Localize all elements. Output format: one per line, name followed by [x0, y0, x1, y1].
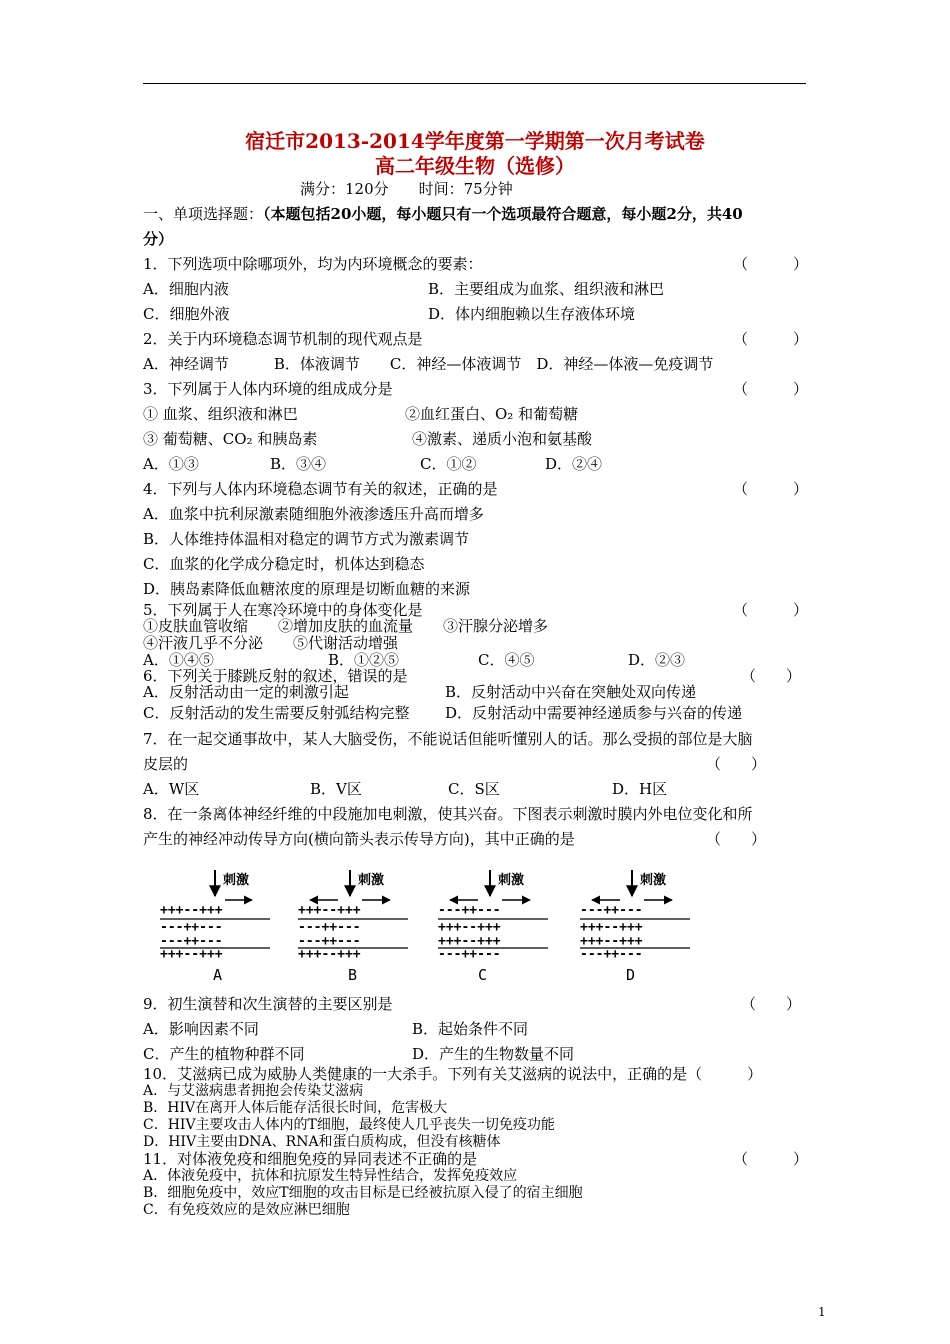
q11-option-b: B．细胞免疫中，效应T细胞的攻击目标是已经被抗原入侵了的宿主细胞	[143, 1185, 583, 1201]
q3-item-4: ④激素、递质小泡和氨基酸	[412, 430, 593, 448]
q1-option-d: D．体内细胞赖以生存液体环境	[428, 305, 636, 323]
panel-c-bottom-inner: +++--+++	[438, 934, 501, 949]
panel-d-bottom-outer: ---++---	[580, 947, 643, 962]
q6-option-b: B．反射活动中兴奋在突触处双向传递	[445, 683, 697, 701]
exam-subtitle: 高二年级生物（选修）	[375, 154, 575, 178]
q3-answer-paren: （ ）	[733, 380, 809, 398]
q7-option-c: C．S区	[448, 780, 500, 798]
q10-option-c: C．HIV主要攻击人体内的T细胞，最终使人几乎丧失一切免疫功能	[143, 1117, 555, 1133]
panel-a-stimulus-label: 刺激	[223, 873, 250, 888]
panel-a-bottom-outer: +++--+++	[160, 947, 223, 962]
q8-stem-line-1: 8．在一条离体神经纤维的中段施加电刺激，使其兴奋。下图表示刺激时膜内外电位变化和所	[143, 805, 753, 823]
q6-option-c: C．反射活动的发生需要反射弧结构完整	[143, 704, 410, 722]
q10-option-d: D．HIV主要由DNA、RNA和蛋白质构成，但没有核糖体	[143, 1134, 501, 1150]
q4-option-d: D．胰岛素降低血糖浓度的原理是切断血糖的来源	[143, 580, 471, 598]
panel-d-bottom-inner: +++--+++	[580, 934, 643, 949]
score-time: 满分：120分 时间：75分钟	[300, 180, 513, 198]
q7-stem-line-2: 皮层的	[143, 755, 189, 773]
panel-c-top-outer: ---++---	[438, 903, 501, 918]
panel-c	[438, 870, 548, 984]
q7-answer-paren: （ ）	[706, 755, 767, 773]
q3-option-b: B．③④	[270, 455, 327, 473]
panel-b-bottom-inner: ---++---	[298, 934, 361, 949]
panel-d-top-inner: +++--+++	[580, 920, 643, 935]
panel-b-top-outer: +++--+++	[298, 903, 361, 918]
q7-option-b: B．V区	[310, 780, 362, 798]
q9-option-a: A．影响因素不同	[143, 1020, 259, 1038]
q4-option-c: C．血浆的化学成分稳定时，机体达到稳态	[143, 555, 425, 573]
q3-item-2: ②血红蛋白、O₂ 和葡萄糖	[405, 405, 579, 423]
q11-answer-paren: （ ）	[733, 1150, 809, 1168]
panel-d-label: D	[626, 966, 636, 984]
q4-option-a: A．血浆中抗利尿激素随细胞外液渗透压升高而增多	[143, 505, 484, 523]
q11-option-c: C．有免疫效应的是效应淋巴细胞	[143, 1202, 350, 1218]
panel-a	[160, 870, 270, 984]
q7-option-a: A．W区	[143, 780, 200, 798]
panel-d-top-outer: ---++---	[580, 903, 643, 918]
panel-d-stimulus-label: 刺激	[640, 873, 667, 888]
q5-answer-paren: （ ）	[733, 601, 809, 619]
q9-option-b: B．起始条件不同	[412, 1020, 529, 1038]
q3-stem: 3．下列属于人体内环境的组成成分是	[143, 380, 393, 398]
q10-option-b: B．HIV在离开人体后能存活很长时间，危害极大	[143, 1100, 448, 1116]
q2-answer-paren: （ ）	[733, 330, 809, 348]
q6-option-a: A．反射活动由一定的刺激引起	[143, 683, 349, 701]
q9-option-d: D．产生的生物数量不同	[412, 1045, 575, 1063]
q5-stem: 5．下列属于人在寒冷环境中的身体变化是	[143, 601, 423, 619]
q8-nerve-diagram	[150, 862, 710, 987]
panel-a-top-inner: ---++---	[160, 920, 223, 935]
q1-option-c: C．细胞外液	[143, 305, 230, 323]
q4-answer-paren: （ ）	[733, 480, 809, 498]
q7-stem-line-1: 7．在一起交通事故中，某人大脑受伤，不能说话但能听懂别人的话。那么受损的部位是大脑	[143, 730, 753, 748]
panel-a-top-outer: +++--+++	[160, 903, 223, 918]
q8-stem-line-2: 产生的神经冲动传导方向(横向箭头表示传导方向)，其中正确的是	[143, 830, 575, 848]
panel-b-top-inner: ---++---	[298, 920, 361, 935]
q11-option-a: A．体液免疫中，抗体和抗原发生特异性结合，发挥免疫效应	[143, 1168, 518, 1184]
panel-b-stimulus-label: 刺激	[358, 873, 385, 888]
section-heading-rule: （本题包括20小题，每小题只有一个选项最符合题意，每小题2分，共40	[263, 205, 743, 223]
q5-option-d: D．②③	[628, 651, 686, 669]
q6-answer-paren: （ ）	[741, 667, 802, 685]
section-heading-prefix: 一、单项选择题：	[143, 205, 264, 223]
panel-a-bottom-inner: ---++---	[160, 934, 223, 949]
q1-stem: 1．下列选项中除哪项外，均为内环境概念的要素：	[143, 255, 483, 273]
q5-option-b: B．①②⑤	[328, 651, 400, 669]
exam-title: 宿迁市2013-2014学年度第一学期第一次月考试卷	[245, 129, 705, 153]
panel-b-label: B	[348, 966, 358, 984]
q11-stem: 11．对体液免疫和细胞免疫的异同表述不正确的是	[143, 1150, 478, 1168]
panel-b-bottom-outer: +++--+++	[298, 947, 361, 962]
q4-stem: 4．下列与人体内环境稳态调节有关的叙述，正确的是	[143, 480, 498, 498]
q4-option-b: B．人体维持体温相对稳定的调节方式为激素调节	[143, 530, 470, 548]
q3-option-a: A．①③	[143, 455, 199, 473]
panel-c-bottom-outer: ---++---	[438, 947, 501, 962]
panel-c-top-inner: +++--+++	[438, 920, 501, 935]
q5-option-c: C．④⑤	[478, 651, 535, 669]
q7-option-d: D．H区	[612, 780, 668, 798]
panel-b	[298, 870, 408, 984]
q5-items-line-2: ④汗液几乎不分泌 ⑤代谢活动增强	[143, 634, 399, 652]
q9-option-c: C．产生的植物种群不同	[143, 1045, 305, 1063]
page-number: 1	[818, 1305, 826, 1319]
header-rule	[143, 83, 806, 84]
q10-option-a: A．与艾滋病患者拥抱会传染艾滋病	[143, 1083, 364, 1099]
q1-answer-paren: （ ）	[733, 255, 809, 273]
q3-item-3: ③ 葡萄糖、CO₂ 和胰岛素	[143, 430, 318, 448]
q9-answer-paren: （ ）	[741, 995, 802, 1013]
panel-c-stimulus-label: 刺激	[498, 873, 525, 888]
q6-option-d: D．反射活动中需要神经递质参与兴奋的传递	[445, 704, 743, 722]
q2-stem: 2．关于内环境稳态调节机制的现代观点是	[143, 330, 423, 348]
panel-c-label: C	[478, 966, 488, 984]
q3-option-d: D．②④	[545, 455, 603, 473]
q1-option-a: A．细胞内液	[143, 280, 229, 298]
q2-options: A．神经调节 B．体液调节 C．神经—体液调节 D．神经—体液—免疫调节	[143, 355, 714, 373]
q6-stem: 6．下列关于膝跳反射的叙述，错误的是	[143, 667, 408, 685]
panel-a-label: A	[213, 966, 223, 984]
q9-stem: 9．初生演替和次生演替的主要区别是	[143, 995, 393, 1013]
q5-items-line-1: ①皮肤血管收缩 ②增加皮肤的血流量 ③汗腺分泌增多	[143, 617, 549, 635]
q1-option-b: B．主要组成为血浆、组织液和淋巴	[428, 280, 665, 298]
q8-answer-paren: （ ）	[706, 830, 767, 848]
q10-stem: 10．艾滋病已成为威胁人类健康的一大杀手。下列有关艾滋病的说法中，正确的是（ ）	[143, 1065, 763, 1083]
section-heading-cont: 分）	[143, 230, 174, 248]
q3-item-1: ① 血浆、组织液和淋巴	[143, 405, 298, 423]
panel-d	[580, 870, 690, 984]
q3-option-c: C．①②	[420, 455, 477, 473]
q5-option-a: A．①④⑤	[143, 651, 214, 669]
section-heading	[143, 203, 743, 224]
